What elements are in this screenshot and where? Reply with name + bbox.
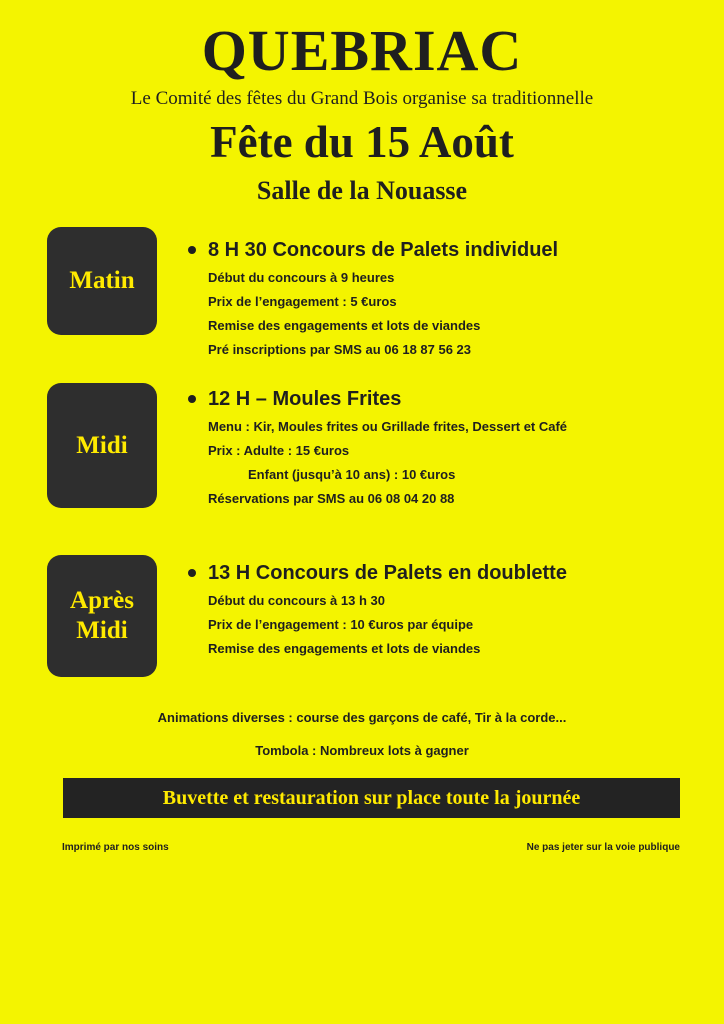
detail-line: Enfant (jusqu’à 10 ans) : 10 €uros xyxy=(248,467,456,482)
badge-label: Midi xyxy=(76,431,128,459)
banner-text: Buvette et restauration sur place toute la journée xyxy=(162,786,581,809)
footer-printed-by: Imprimé par nos soins xyxy=(62,842,169,853)
badge-label: Midi xyxy=(76,617,128,644)
section-midi xyxy=(188,389,567,516)
tombola-text: Tombola : Nombreux lots à gagner xyxy=(255,743,469,758)
bullet-icon xyxy=(188,569,196,577)
section-heading xyxy=(188,240,558,260)
heading-text: 12 H – Moules Frites xyxy=(208,388,402,410)
bullet-icon xyxy=(188,246,196,254)
badge-label: Après xyxy=(70,587,134,614)
bullet-icon xyxy=(188,395,196,403)
venue-name: Salle de la Nouasse xyxy=(256,176,468,205)
event-title: Fête du 15 Août xyxy=(210,117,514,167)
heading-text: 13 H Concours de Palets en doublette xyxy=(208,562,567,584)
detail-line: Début du concours à 9 heures xyxy=(208,270,395,285)
detail-line: Prix : Adulte : 15 €uros xyxy=(208,443,350,458)
badge-matin xyxy=(47,227,157,335)
detail-line: Début du concours à 13 h 30 xyxy=(208,593,385,608)
badge-label: Matin xyxy=(69,267,135,294)
animations-text: Animations diverses : course des garçons de café, Tir à la corde... xyxy=(157,710,567,725)
footer-disposal-note: Ne pas jeter sur la voie publique xyxy=(526,842,680,853)
detail-line: Menu : Kir, Moules frites ou Grillade frites, Dessert et Café xyxy=(208,419,568,434)
badge-midi xyxy=(47,383,157,508)
detail-line: Remise des engagements et lots de viandes xyxy=(208,641,481,656)
organizer-subtitle: Le Comité des fêtes du Grand Bois organise sa traditionnelle xyxy=(130,88,594,109)
section-heading xyxy=(188,389,567,409)
badge-apres-midi xyxy=(47,555,157,677)
section-heading xyxy=(188,563,567,583)
refreshments-banner xyxy=(63,778,680,818)
heading-text: 8 H 30 Concours de Palets individuel xyxy=(208,239,559,261)
town-title: QUEBRIAC xyxy=(201,18,523,83)
detail-line: Remise des engagements et lots de viandes xyxy=(208,318,481,333)
detail-line: Réservations par SMS au 06 08 04 20 88 xyxy=(208,491,455,506)
detail-line: Pré inscriptions par SMS au 06 18 87 56 23 xyxy=(208,342,472,357)
detail-line: Prix de l’engagement : 10 €uros par équipe xyxy=(208,617,474,632)
section-matin xyxy=(188,240,558,367)
detail-line: Prix de l’engagement : 5 €uros xyxy=(208,294,397,309)
section-apres-midi xyxy=(188,563,567,666)
